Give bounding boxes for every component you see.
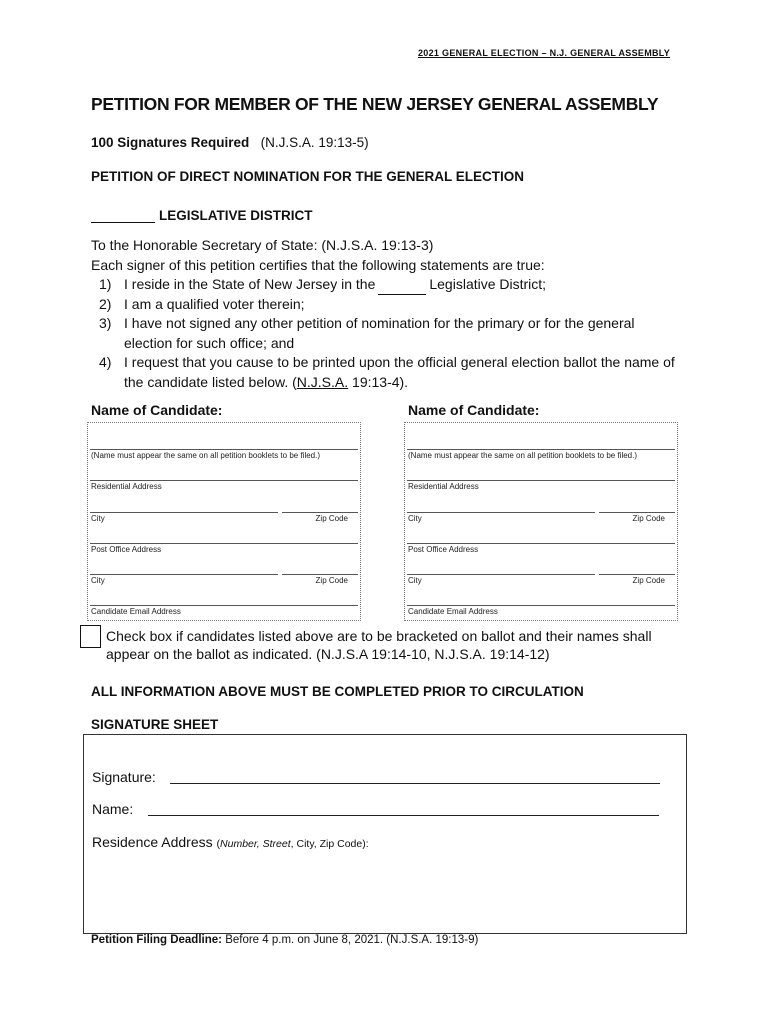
email-field[interactable] xyxy=(407,605,675,606)
residence-hint-open: ( xyxy=(216,838,221,850)
name-label: Name: xyxy=(92,801,134,817)
statement-item xyxy=(99,275,679,295)
city-2-caption: City xyxy=(91,576,105,585)
signatures-required xyxy=(91,135,369,150)
residential-address-field[interactable] xyxy=(90,480,358,481)
bracket-checkbox-label: Check box if candidates listed above are to be bracketed on ballot and their names shall appear on the ballot as indicated. (N.J.S.A 19:14-10, N.J.S.A. 19:14-12) xyxy=(106,628,652,662)
statement-number: 1) xyxy=(99,276,112,292)
name-note: (Name must appear the same on all petition booklets to be filed.) xyxy=(91,451,321,460)
email-caption: Candidate Email Address xyxy=(91,607,181,616)
zip-field[interactable] xyxy=(599,512,675,513)
residence-hint-rest: , City, Zip Code): xyxy=(290,838,369,850)
residential-address-field[interactable] xyxy=(407,480,675,481)
name-row xyxy=(92,801,133,817)
candidate-1-box xyxy=(87,422,361,621)
city-2-caption: City xyxy=(408,576,422,585)
district-number-blank[interactable] xyxy=(378,281,426,295)
residential-address-caption: Residential Address xyxy=(91,482,162,491)
po-address-caption: Post Office Address xyxy=(91,545,162,554)
signature-sheet-heading: SIGNATURE SHEET xyxy=(91,717,219,732)
candidate-1-label: Name of Candidate: xyxy=(91,402,223,418)
zip-2-caption: Zip Code xyxy=(632,576,665,585)
intro-line-2: Each signer of this petition certifies that the following statements are true: xyxy=(91,256,545,273)
email-caption: Candidate Email Address xyxy=(408,607,498,616)
statement-number: 2) xyxy=(99,295,112,312)
circulation-notice: ALL INFORMATION ABOVE MUST BE COMPLETED PRIOR TO CIRCULATION xyxy=(91,684,584,699)
page-title: PETITION FOR MEMBER OF THE NEW JERSEY GENERAL ASSEMBLY xyxy=(91,94,659,114)
candidate-2-label: Name of Candidate: xyxy=(408,402,540,418)
signatures-required-label: 100 Signatures Required xyxy=(91,135,250,150)
candidate-name-field[interactable] xyxy=(407,449,675,450)
zip-2-caption: Zip Code xyxy=(315,576,348,585)
statute-link: N.J.S.A. xyxy=(296,373,349,390)
zip-caption: Zip Code xyxy=(632,514,665,523)
signatures-citation: (N.J.S.A. 19:13-5) xyxy=(260,135,369,150)
candidate-name-field[interactable] xyxy=(90,449,358,450)
signature-row xyxy=(92,769,156,785)
city-caption: City xyxy=(408,514,422,523)
po-address-caption: Post Office Address xyxy=(408,545,479,554)
po-address-field[interactable] xyxy=(90,543,358,544)
city-caption: City xyxy=(91,514,105,523)
legislative-district xyxy=(91,208,313,223)
city-2-field[interactable] xyxy=(407,574,595,575)
residence-hint xyxy=(217,838,369,850)
candidate-2-box xyxy=(404,422,678,621)
statement-item xyxy=(99,314,664,353)
statement-number: 4) xyxy=(99,354,112,370)
city-2-field[interactable] xyxy=(90,574,278,575)
intro-line-1: To the Honorable Secretary of State: (N.J.S.A. 19:13-3) xyxy=(91,237,434,253)
statement-text: Legislative District; xyxy=(429,276,547,292)
district-blank-field[interactable] xyxy=(91,209,155,223)
zip-2-field[interactable] xyxy=(282,574,358,575)
city-field[interactable] xyxy=(90,512,278,513)
zip-caption: Zip Code xyxy=(315,514,348,523)
statement-item xyxy=(99,353,679,392)
petition-type: PETITION OF DIRECT NOMINATION FOR THE GENERAL ELECTION xyxy=(91,169,525,184)
filing-deadline xyxy=(91,934,478,946)
signature-label: Signature: xyxy=(92,769,156,785)
zip-2-field[interactable] xyxy=(599,574,675,575)
zip-field[interactable] xyxy=(282,512,358,513)
statements-list xyxy=(99,275,679,392)
po-address-field[interactable] xyxy=(407,543,675,544)
deadline-label: Petition Filing Deadline: xyxy=(91,934,222,946)
statement-text: I reside in the State of New Jersey in the xyxy=(124,276,376,292)
name-note: (Name must appear the same on all petition booklets to be filed.) xyxy=(408,451,638,460)
statement-text: I request that you cause to be printed upon the official general election ballot the name of the candidate listed below. ( xyxy=(124,354,675,390)
statement-text: I have not signed any other petition of nomination for the primary or for the general election for such office; and xyxy=(124,315,635,351)
residence-hint-italic: Number, Street xyxy=(220,838,291,850)
bracket-checkbox[interactable] xyxy=(80,625,101,648)
signature-line xyxy=(170,783,660,784)
deadline-text: Before 4 p.m. on June 8, 2021. (N.J.S.A. 19:13-9) xyxy=(225,934,479,946)
statement-number: 3) xyxy=(99,315,112,331)
statement-item xyxy=(99,295,679,315)
signature-sheet-box xyxy=(83,734,687,934)
election-header: 2021 GENERAL ELECTION – N.J. GENERAL ASSEMBLY xyxy=(418,48,671,58)
statement-text: 19:13-4). xyxy=(348,373,409,390)
residence-label: Residence Address xyxy=(92,834,213,850)
intro-text xyxy=(91,236,545,275)
residence-row xyxy=(92,834,369,850)
residential-address-caption: Residential Address xyxy=(408,482,479,491)
city-field[interactable] xyxy=(407,512,595,513)
email-field[interactable] xyxy=(90,605,358,606)
name-line xyxy=(148,815,659,816)
district-label: LEGISLATIVE DISTRICT xyxy=(159,208,313,223)
statement-text: I am a qualified voter therein; xyxy=(124,295,305,312)
